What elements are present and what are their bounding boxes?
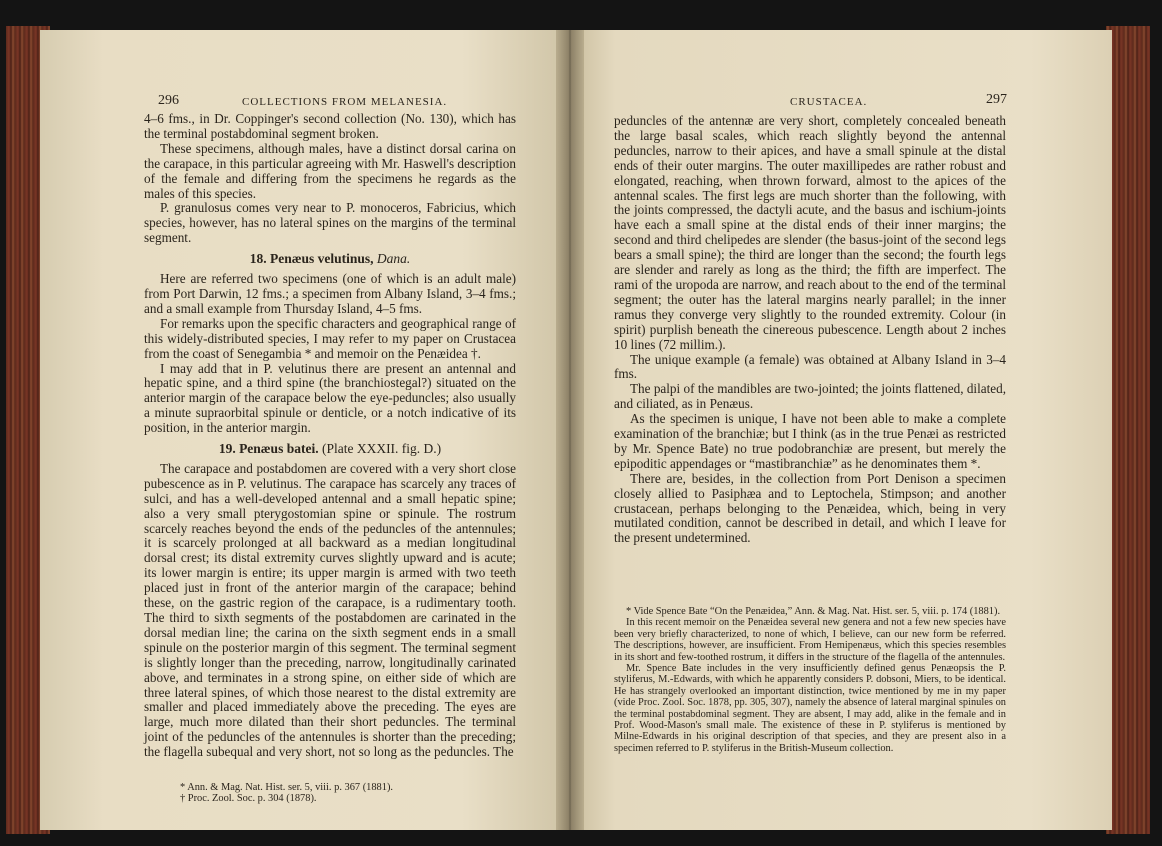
footnote: In this recent memoir on the Penæidea several new genera and not a few new species have been very briefly characterized, to none of which, I believe, can our new form be referred. The descriptions, however, are insufficient. From Hemipenæus, which this species resembles in its short and few-toothed rostrum, it differs in the structure of the flagella of the antennules. [614,617,1006,663]
paragraph: Here are referred two specimens (one of which is an adult male) from Port Darwin, 12 fms.; a specimen from Albany Island, 3–4 fms.; and a small example from Thursday Island, 4–5 fms. [144,271,516,316]
right-page-edges [1106,26,1150,834]
right-text-column [614,114,1006,546]
left-page [40,30,568,830]
right-footnotes [614,606,1006,754]
paragraph: The palpi of the mandibles are two-jointed; the joints flattened, dilated, and ciliated, as in Penæus. [614,381,1006,412]
section-heading-18 [144,252,516,267]
footnote: * Vide Spence Bate “On the Penæidea,” Ann. & Mag. Nat. Hist. ser. 5, viii. p. 174 (1881). [626,606,1001,617]
paragraph: I may add that in P. velutinus there are present an antennal and hepatic spine, and a third spine (the branchiostegal?) situated on the anterior margin of the carapace below the eye-peduncles; also usually a minute supraorbital spinule or denticle, or a notch indicative of its position, in the anterior margin. [144,360,516,436]
running-head-right: CRUSTACEA. [790,96,868,108]
paragraph: As the specimen is unique, I have not been able to make a complete examination of the branchiæ; but I think (as in the true Penæi as restricted by Mr. Spence Bate) no true podobranchiæ are present, but merely the epipoditic appendages or “mastibranchiæ” as he denominates them *. [614,411,1006,471]
paragraph: The carapace and postabdomen are covered with a very short close pubescence as in P. velutinus. The carapace has scarcely any traces of sulci, and has a well-developed antennal and a small hepatic spine; also a very small pterygostomian spine or spinule. The rostrum scarcely reaches beyond the ends of the peduncles of the antennules; it is scarcely prolonged at all backward as a median longitudinal dorsal crest; its distal extremity curves slightly upward and is acute; its lower margin is entire; its upper margin is armed with two teeth placed just in front of the anterior margin of the carapace; behind these, on the gastric region of the carapace, is a rudimentary tooth. The third to sixth segments of the postabdomen are carinated in the dorsal median line; the carina on the sixth segment ends in a small spinule on the posterior margin of this segment. The terminal segment is slightly longer than the preceding, narrow, longitudinally carinated above, and terminates in a strong spine, on either side of which are three lateral spines, of which those nearest to the distal extremity are smaller and placed immediately above the preceding. The eyes are large, much more dilated than their short peduncles. The terminal joint of the peduncles of the antennules is shorter than the preceding; the flagella subequal and very short, not so long as the peduncles. The [144,460,516,760]
page-number-left: 296 [158,93,179,108]
page-number-right: 297 [986,92,1007,107]
running-head-left: COLLECTIONS FROM MELANESIA. [242,96,448,108]
heading-19-name: 19. Penæus batei. [218,441,319,457]
footnote: † Proc. Zool. Soc. p. 304 (1878). [180,793,317,805]
footnote: Mr. Spence Bate includes in the very insufficiently defined genus Penæopsis the P. styliferus, M.-Edwards, with which he apparently considers P. dobsoni, Miers, to be identical. He has strangely overlooked an important distinction, twice mentioned by me in my paper (vide Proc. Zool. Soc. 1878, pp. 305, 307), namely the absence of lateral marginal spinules on the terminal postabdominal segment. They are absent, I may add, alike in the female and in Prof. Wood-Mason's small male. The existence of these in P. styliferus is mentioned by Milne-Edwards in his original description of that species, and they are present also in a specimen referred to P. styliferus in the British-Museum collection. [614,663,1006,754]
section-heading-19 [144,442,516,457]
left-text-column [144,112,516,760]
paragraph: The unique example (a female) was obtained at Albany Island in 3–4 fms. [614,351,1006,382]
paragraph: 4–6 fms., in Dr. Coppinger's second collection (No. 130), which has the terminal postabdominal segment broken. [144,111,516,141]
right-page [572,30,1112,830]
footnote: * Ann. & Mag. Nat. Hist. ser. 5, viii. p. 367 (1881). [180,782,393,793]
paragraph: There are, besides, in the collection from Port Denison a specimen closely allied to Pasiphæa and to Leptochela, Stimpson; and another crustacean, perhaps belonging to the Penæidea, which, being in very mutilated condition, cannot be described in detail, and which I leave for the present undetermined. [614,470,1006,546]
paragraph: peduncles of the antennæ are very short, completely concealed beneath the large basal scales, which reach slightly beyond the antennal peduncles, narrow to their apices, and have a small spinule at the distal ends of their outer margins. The outer maxillipedes are rather robust and elongated, reaching, when thrown forward, almost to the apices of the antennal scales. The first legs are much shorter than the following, with the joints compressed, the dactyli acute, and the basus and ischium-joints have each a small spine at the distal ends of their inner margins; the second and third chelipedes are slender (the basus-joint of the second legs bears a small spine); the third are longer than the second; the fourth legs are slender and rarely as long as the third; the fifth are imperfect. The rami of the uropoda are narrow, and reach about to the end of the terminal segment; the outer has the lateral margins nearly parallel; in the inner ramus they converge very slightly to the rounded extremity. Colour (in spirit) purplish beneath the cinereous pubescence. Length about 2 inches 10 lines (72 millim.). [614,113,1006,352]
left-footnotes [180,782,500,805]
paragraph: These specimens, although males, have a distinct dorsal carina on the carapace, in this particular agreeing with Mr. Haswell's description of the female and differing from the specimens he regards as the males of this species. [144,140,516,201]
heading-19-plate: (Plate XXXII. fig. D.) [321,441,442,457]
heading-18-author: Dana. [376,251,411,267]
paragraph: For remarks upon the specific characters and geographical range of this widely-distributed species, I may refer to my paper on Crustacea from the coast of Senegambia * and memoir on the Penæidea †. [144,315,516,361]
book-gutter [556,30,584,830]
paragraph: P. granulosus comes very near to P. monoceros, Fabricius, which species, however, has no lateral spines on the margins of the terminal segment. [144,200,516,246]
heading-18-name: 18. Penæus velutinus, [249,251,374,267]
